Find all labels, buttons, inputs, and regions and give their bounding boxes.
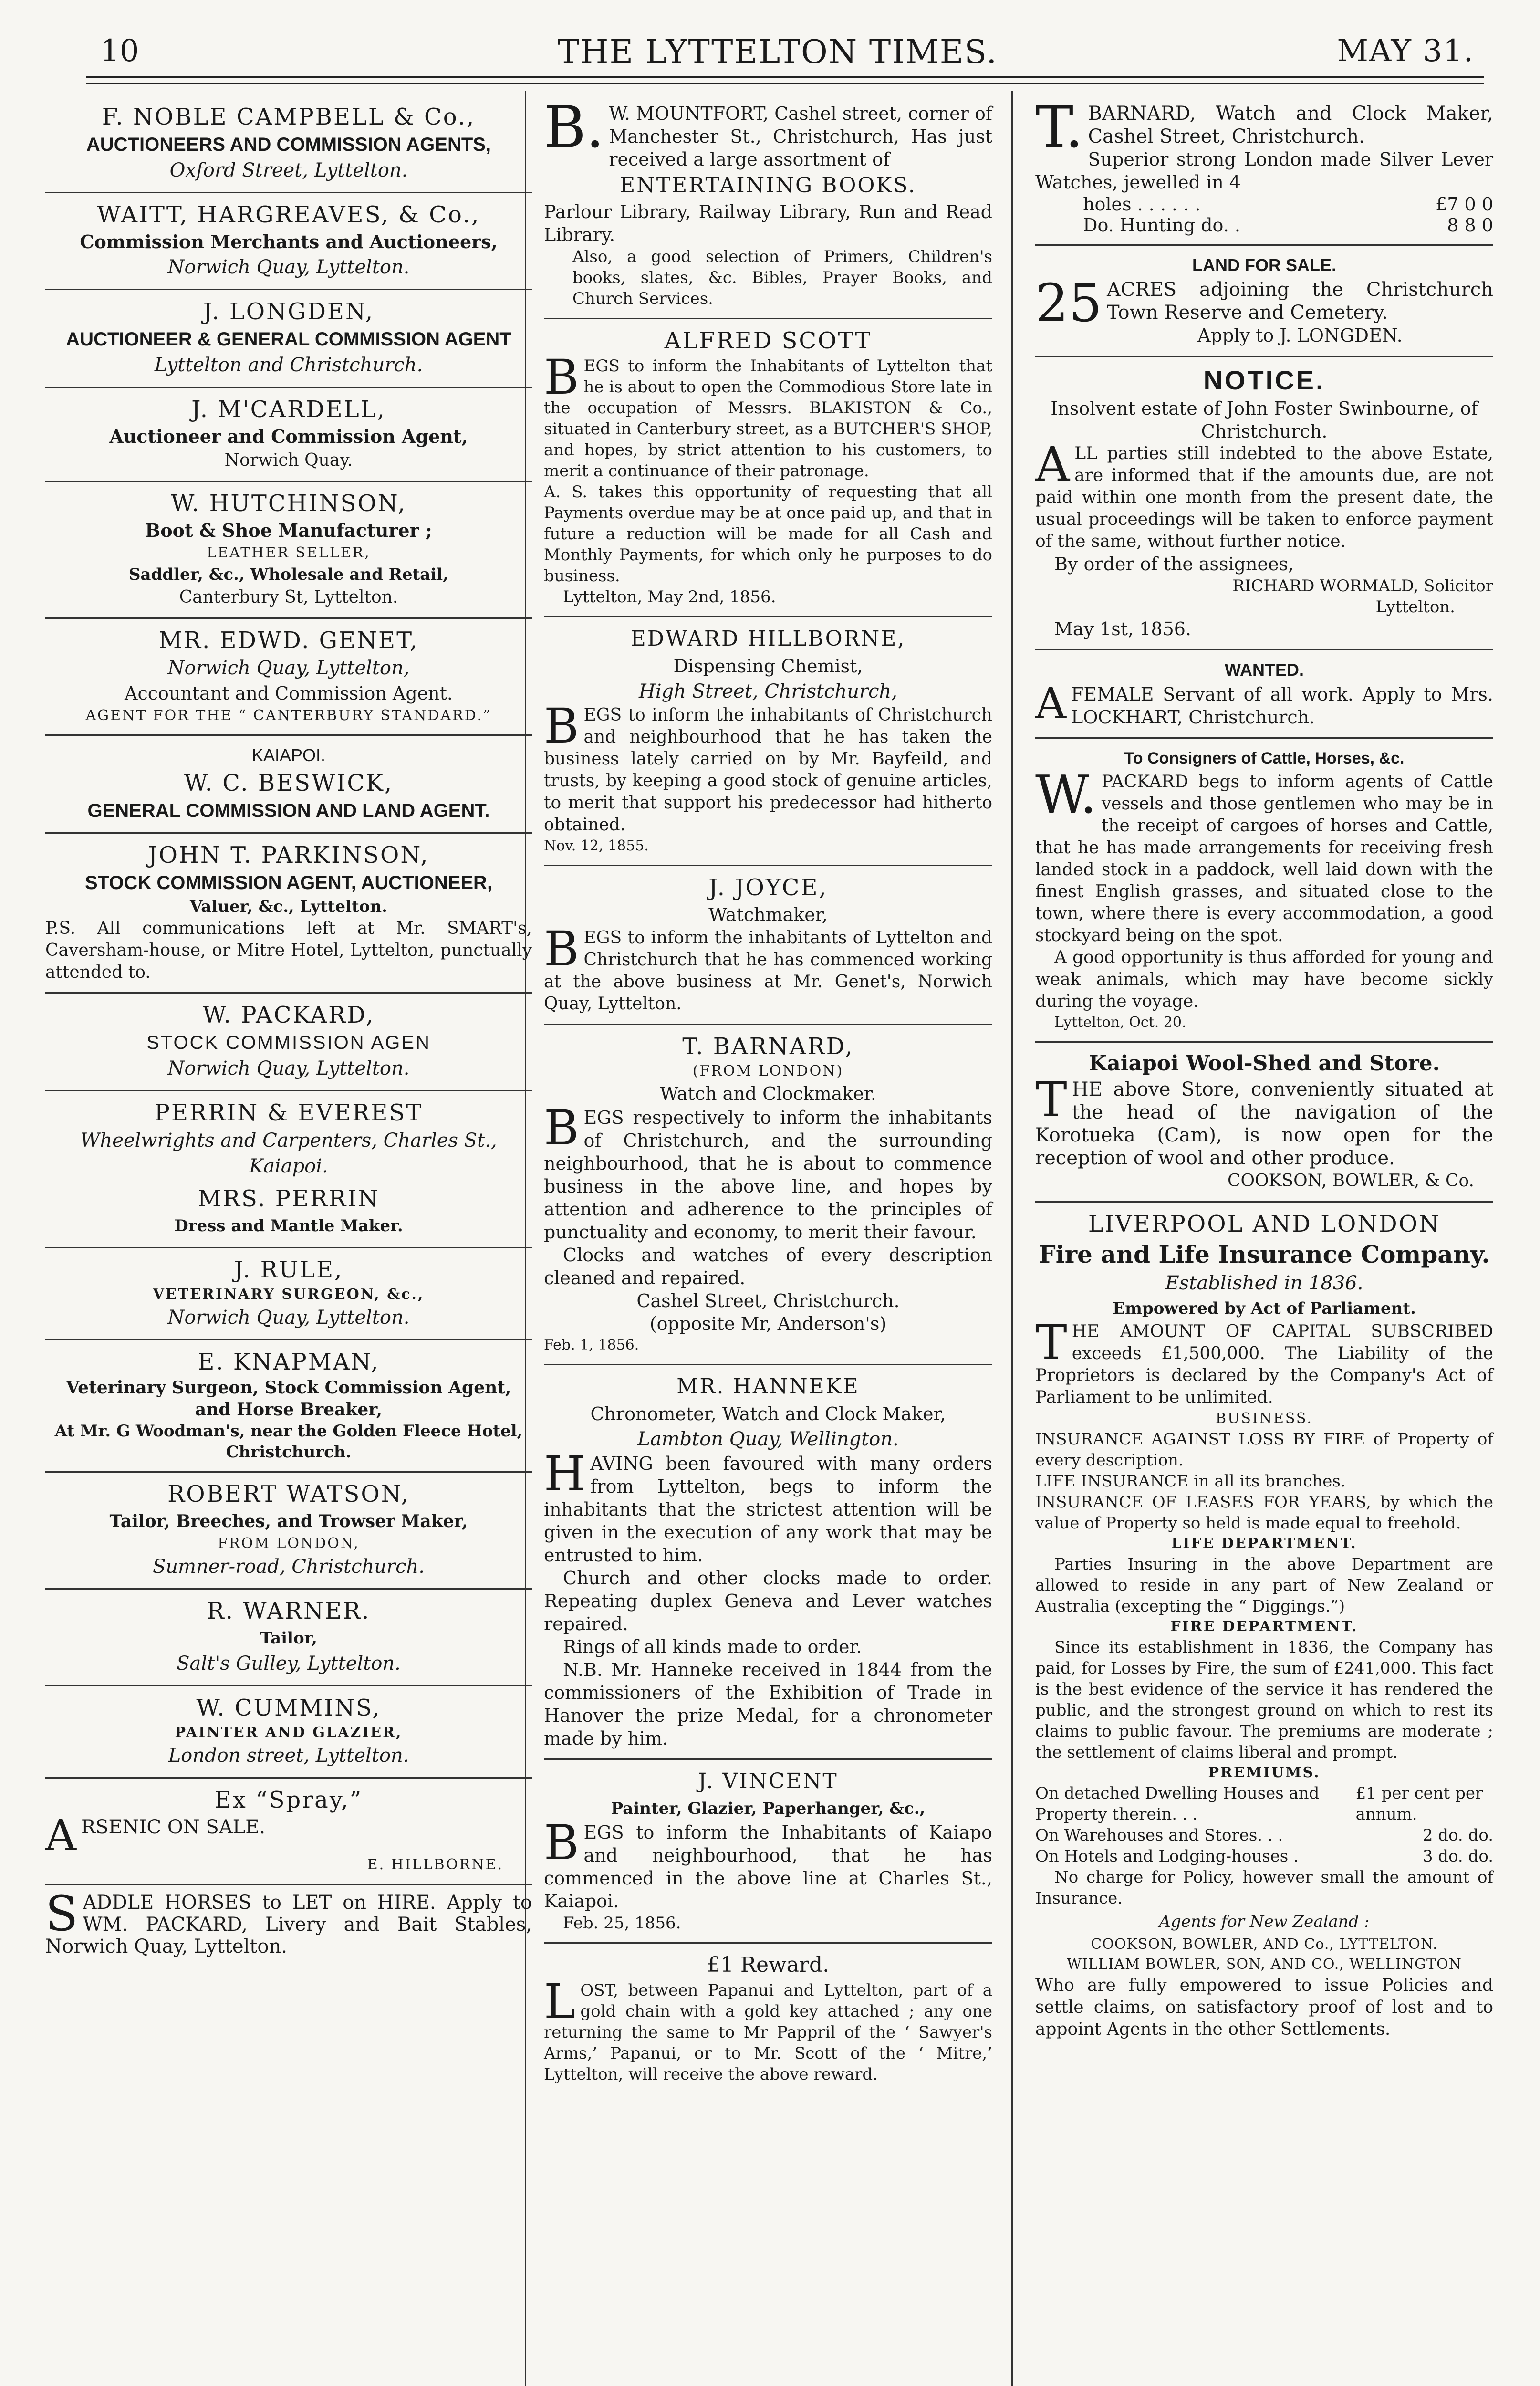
ad-card	[45, 1686, 532, 1779]
ad-role: Tailor, Breeches, and Trowser Maker,	[109, 1511, 468, 1531]
drop-cap: B	[544, 1815, 579, 1871]
ad-body: Also, a good selection of Primers, Children's books, slates, &c. Bibles, Prayer Books, and Church Services.	[572, 247, 992, 308]
column-1	[45, 95, 532, 1966]
ad-role: GENERAL COMMISSION AND LAND AGENT.	[87, 800, 490, 821]
ad-address: Norwich Quay.	[224, 450, 353, 470]
ad-line: Saddler, &c., Wholesale and Retail,	[128, 565, 449, 584]
ad-card	[544, 617, 992, 866]
ad-name: NOTICE.	[1203, 365, 1325, 395]
premium-value: 3 do. do.	[1422, 1847, 1493, 1866]
drop-cap: T	[1035, 1072, 1067, 1128]
drop-cap: B	[544, 1100, 579, 1156]
ad-card	[1035, 739, 1493, 1043]
ad-name: To Consigners of Cattle, Horses, &c.	[1124, 749, 1405, 767]
ad-role: Boot & Shoe Manufacturer ;	[145, 520, 432, 541]
premium-label: On Hotels and Lodging-houses .	[1035, 1847, 1299, 1866]
column-3	[1021, 95, 1503, 2049]
ad-signature: RICHARD WORMALD, Solicitor	[1232, 576, 1493, 596]
ad-name: PERRIN & EVEREST	[154, 1099, 423, 1126]
ad-body: EGS to inform the inhabitants of Christchurch and neighbourhood that he has taken the business lately carried on by Mr. Bayfeild, and trusts, by keeping a good stock of genuine articles, to merit that support his predecessor had hitherto obtained.	[544, 705, 992, 835]
ad-body: No charge for Policy, however small the amount of Insurance.	[1035, 1868, 1493, 1908]
ad-body: LIFE INSURANCE in all its branches.	[1035, 1472, 1346, 1491]
drop-cap: T	[1035, 1315, 1067, 1371]
ad-heading: ENTERTAINING BOOKS.	[620, 173, 916, 198]
drop-cap: L	[544, 1974, 576, 2030]
ad-body: AVING been favoured with many orders from Lyttelton, begs to inform the inhabitants that the strictest attention will be given in the execution of any work that may be entrusted to him.	[544, 1453, 992, 1566]
ad-role: STOCK COMMISSION AGENT, AUCTIONEER,	[84, 872, 493, 893]
section-heading: LIFE DEPARTMENT.	[1171, 1535, 1357, 1552]
ad-body: BARNARD, Watch and Clock Maker, Cashel Street, Christchurch.	[1088, 103, 1493, 147]
ad-card	[45, 482, 532, 619]
ad-name: T. BARNARD,	[682, 1033, 854, 1060]
section-heading: FIRE DEPARTMENT.	[1170, 1618, 1358, 1635]
ad-line: Established in 1836.	[1165, 1272, 1363, 1294]
ad-name: Ex “Spray,”	[214, 1787, 363, 1813]
ad-name: J. M'CARDELL,	[191, 396, 386, 423]
ad-name: EDWARD HILLBORNE,	[630, 627, 906, 651]
ad-body: Since its establishment in 1836, the Company has paid, for Losses by Fire, the sum of £241,000. This fact is the best evidence of the service it has rendered the public, and the strongest ground on which to rest its claims to public favour. The premiums are moderate ; the settlement of claims liberal and prompt.	[1035, 1638, 1493, 1762]
ad-card	[544, 1760, 992, 1944]
ad-line: FROM LONDON,	[218, 1535, 360, 1552]
ad-body: PACKARD begs to inform agents of Cattle vessels and those gentlemen who may be in the receipt of cargoes of horses and Cattle, that he has made arrangements for receiving fresh landed stock in a paddock, well laid down with the finest English grasses, and situated close to the town, where there is every accommodation, a good stockyard being on the spot.	[1035, 772, 1493, 945]
ad-card	[544, 866, 992, 1025]
ad-body: HE AMOUNT OF CAPITAL SUBSCRIBED exceeds £1,500,000. The Liability of the Proprietors is declared by the Company's Act of Parliament to be unlimited.	[1035, 1322, 1493, 1407]
ad-body: ACRES adjoining the Christchurch Town Reserve and Cemetery.	[1106, 279, 1493, 324]
ad-name: R. WARNER.	[207, 1598, 371, 1624]
ad-address: Norwich Quay, Lyttelton,	[167, 657, 410, 679]
ad-role: Commission Merchants and Auctioneers,	[80, 231, 498, 252]
ad-name: W. CUMMINS,	[196, 1695, 381, 1721]
ad-card	[45, 619, 532, 736]
ad-card	[45, 1473, 532, 1590]
ad-card	[544, 1025, 992, 1365]
ad-body: EGS to inform the inhabitants of Lyttelton and Christchurch that he has commenced working at the above business at Mr. Genet's, Norwich Quay, Lyttelton.	[544, 928, 992, 1014]
ad-address: Norwich Quay, Lyttelton.	[167, 1057, 410, 1079]
ad-name: W. HUTCHINSON,	[171, 490, 406, 517]
ad-role: PAINTER AND GLAZIER,	[175, 1724, 403, 1741]
ad-role: AUCTIONEERS AND COMMISSION AGENTS,	[86, 134, 491, 155]
ad-address: High Street, Christchurch,	[638, 680, 897, 702]
ad-name: WAITT, HARGREAVES, & Co.,	[97, 201, 480, 228]
ad-address: Norwich Quay, Lyttelton.	[167, 1307, 410, 1329]
ad-name: J. RULE,	[234, 1256, 343, 1283]
ad-role: Painter, Glazier, Paperhanger, &c.,	[611, 1799, 926, 1818]
ad-name: LAND FOR SALE.	[1192, 255, 1336, 275]
ad-body: RSENIC ON SALE.	[81, 1816, 266, 1838]
ad-body: ADDLE HORSES to LET on HIRE. Apply to WM. PACKARD, Livery and Bait Stables, Norwich Quay, Lyttelton.	[45, 1892, 532, 1957]
premium-value: £1 per cent per annum.	[1355, 1784, 1483, 1824]
ad-body: HE above Store, conveniently situated at the head of the navigation of the Korotueka (Cam), is now open for the reception of wool and other produce.	[1035, 1078, 1493, 1169]
ad-card	[1035, 650, 1493, 739]
ad-role: AUCTIONEER & GENERAL COMMISSION AGENT	[66, 329, 511, 350]
ad-name: W. C. BESWICK,	[184, 770, 394, 796]
ad-role: Watchmaker,	[708, 904, 828, 925]
ad-date: May 1st, 1856.	[1054, 618, 1192, 639]
ad-signature: Lyttelton.	[1375, 597, 1455, 617]
ad-note: P.S. All communications left at Mr. SMART's, Caversham-house, or Mitre Hotel, Lyttelton, punctually attended to.	[45, 919, 532, 982]
ad-address: Canterbury St, Lyttelton.	[179, 587, 398, 607]
price-value: £7 0 0	[1436, 194, 1493, 215]
ad-body: EGS respectively to inform the inhabitants of Christchurch, and the surrounding neighbourhood, that he is about to commence business in the above line, and hopes by attention and adherence to the principles of punctuality and economy, to merit their favour.	[544, 1107, 992, 1243]
ad-card	[45, 736, 532, 834]
price-label: holes . . . . . .	[1083, 194, 1201, 215]
ad-line: LEATHER SELLER,	[207, 544, 371, 561]
ad-card	[45, 388, 532, 482]
agent-line: WILLIAM BOWLER, SON, AND CO., WELLINGTON	[1067, 1956, 1462, 1973]
ad-name: E. KNAPMAN,	[198, 1349, 380, 1375]
ad-heading: Fire and Life Insurance Company.	[1039, 1240, 1490, 1268]
ad-card	[544, 319, 992, 617]
drop-cap: B	[544, 349, 579, 405]
ad-name: LIVERPOOL AND LONDON	[1088, 1211, 1441, 1237]
ad-body: EGS to inform the Inhabitants of Lyttelton that he is about to open the Commodious Store late in the occupation of Messrs. BLAKISTON & Co., situated in Canterbury street, as a BUTCHER'S SHOP, and hopes, by strict attention to his customers, to merit a continuance of their patronage.	[544, 356, 992, 481]
ad-role: Watch and Clockmaker.	[660, 1083, 876, 1104]
ad-body: Rings of all kinds made to order.	[563, 1636, 862, 1657]
ad-line: KAIAPOI.	[251, 745, 326, 765]
ad-card	[1035, 357, 1493, 650]
drop-cap: S	[45, 1886, 78, 1942]
ad-card	[45, 1590, 532, 1686]
newspaper-title: THE LYTTELTON TIMES.	[557, 33, 998, 71]
ad-line: Valuer, &c., Lyttelton.	[190, 897, 387, 916]
ad-line: AGENT FOR THE “ CANTERBURY STANDARD.”	[85, 707, 492, 724]
ad-role: Dispensing Chemist,	[673, 656, 863, 677]
ad-address: London street, Lyttelton.	[168, 1745, 409, 1767]
masthead	[81, 33, 1474, 72]
ad-address: Lambton Quay, Wellington.	[637, 1428, 899, 1450]
ad-body: INSURANCE AGAINST LOSS BY FIRE of Property of every description.	[1035, 1430, 1493, 1470]
ad-card	[1035, 95, 1493, 246]
ad-name: JOHN T. PARKINSON,	[148, 842, 429, 869]
ad-date: Lyttelton, Oct. 20.	[1054, 1014, 1186, 1031]
ad-body: EGS to inform the Inhabitants of Kaiapo and neighbourhood, that he has commenced in the above line at Charles St., Kaiapoi.	[544, 1822, 992, 1912]
ad-address: Wheelwrights and Carpenters, Charles St., Kaiapoi.	[80, 1130, 497, 1177]
premium-label: On detached Dwelling Houses and Property therein. . .	[1035, 1784, 1320, 1824]
premium-label: On Warehouses and Stores. . .	[1035, 1826, 1283, 1845]
ad-role: STOCK COMMISSION AGEN	[146, 1032, 431, 1053]
ad-body: Superior strong London made Silver Lever Watches, jewelled in 4	[1035, 149, 1493, 193]
ad-address: Norwich Quay, Lyttelton.	[167, 256, 410, 278]
ad-date: Nov. 12, 1855.	[544, 837, 649, 854]
ad-body: A good opportunity is thus afforded for young and weak animals, which may have become sickly during the voyage.	[1035, 948, 1493, 1011]
ad-card	[45, 994, 532, 1091]
ad-line: Empowered by Act of Parliament.	[1113, 1299, 1416, 1318]
ad-card	[1035, 1203, 1493, 2049]
page-number: 10	[100, 33, 139, 69]
ad-address: Salt's Gulley, Lyttelton.	[177, 1653, 401, 1674]
ad-address: Cashel Street, Christchurch.	[636, 1290, 900, 1311]
price-label: Do. Hunting do. .	[1083, 215, 1240, 236]
ad-name: ALFRED SCOTT	[664, 327, 872, 354]
ad-body: OST, between Papanui and Lyttelton, part of a gold chain with a gold key attached ; any one returning the same to Mr Pappril of the ‘ Sawyer's Arms,’ Papanui, or to Mr. Scott of the ‘ Mitre,’ Lyttelton, will receive the above reward.	[544, 1981, 992, 2084]
ad-card	[45, 1340, 532, 1473]
ad-role: Veterinary Surgeon, Stock Commission Agent, and Horse Breaker,	[66, 1378, 511, 1420]
ad-card	[45, 1248, 532, 1340]
ad-address: At Mr. G Woodman's, near the Golden Fleece Hotel, Christchurch.	[54, 1422, 523, 1462]
ad-body: Insolvent estate of John Foster Swinbourne, of Christchurch.	[1051, 398, 1478, 442]
ad-card	[45, 1885, 532, 1966]
drop-cap: W.	[1035, 764, 1097, 825]
drop-cap: B	[544, 698, 579, 754]
ad-body: Parties Insuring in the above Department are allowed to reside in any part of New Zealand or Australia (excepting the “ Diggings.”)	[1035, 1555, 1493, 1616]
ad-role: Auctioneer and Commission Agent,	[109, 426, 468, 447]
ad-name: WANTED.	[1225, 660, 1304, 680]
ad-body: INSURANCE OF LEASES FOR YEARS, by which the value of Property so held is made equal to freehold.	[1035, 1493, 1493, 1533]
ad-card	[45, 193, 532, 290]
ad-name: W. PACKARD,	[202, 1002, 375, 1028]
ad-name: MRS. PERRIN	[198, 1185, 380, 1212]
ad-name: Kaiapoi Wool-Shed and Store.	[1089, 1051, 1440, 1076]
ad-address: (opposite Mr, Anderson's)	[649, 1313, 887, 1334]
ad-address: Oxford Street, Lyttelton.	[169, 159, 408, 181]
ad-name: MR. EDWD. GENET,	[158, 627, 419, 654]
ad-body: W. MOUNTFORT, Cashel street, corner of Manchester St., Christchurch, Has just received a large assortment of	[609, 103, 992, 170]
premium-value: 2 do. do.	[1422, 1826, 1493, 1845]
ad-card	[45, 834, 532, 994]
ad-date: Feb. 1, 1856.	[544, 1337, 639, 1353]
column-divider	[1011, 91, 1013, 2386]
ad-role: Tailor,	[260, 1629, 317, 1648]
drop-cap: A	[1035, 679, 1066, 729]
ad-name: J. VINCENT	[698, 1769, 838, 1793]
ad-card	[1035, 246, 1493, 357]
ad-card	[544, 95, 992, 319]
drop-cap: H	[544, 1446, 586, 1502]
ad-role: Chronometer, Watch and Clock Maker,	[590, 1403, 946, 1424]
ad-body: LL parties still indebted to the above Estate, are informed that if the amounts due, are not paid within one month from the present date, the usual proceedings will be taken to enforce payment of the same, without further notice.	[1035, 444, 1493, 551]
drop-cap: B.	[544, 94, 604, 161]
section-heading: BUSINESS.	[1216, 1410, 1313, 1427]
ad-body: Parlour Library, Railway Library, Run and Read Library.	[544, 201, 992, 245]
ad-card	[45, 1091, 532, 1248]
ad-signature: E. HILLBORNE.	[367, 1856, 503, 1873]
drop-cap: 25	[1035, 272, 1102, 334]
ad-body: Who are fully empowered to issue Policies and settle claims, on satisfactory proof of lost and to appoint Agents in the other Settlements.	[1035, 1976, 1493, 2039]
ad-line: (FROM LONDON)	[692, 1063, 844, 1079]
ad-name: £1 Reward.	[707, 1953, 830, 1977]
ad-role: Dress and Mantle Maker.	[174, 1216, 403, 1235]
ad-name: J. LONGDEN,	[203, 298, 375, 325]
ad-card	[1035, 1043, 1493, 1203]
ad-body: Apply to J. LONGDEN.	[1197, 325, 1403, 346]
section-heading: Agents for New Zealand :	[1159, 1912, 1370, 1931]
drop-cap: B	[544, 921, 579, 977]
ad-name: F. NOBLE CAMPBELL & Co.,	[102, 104, 476, 130]
ad-body: By order of the assignees,	[1054, 554, 1294, 575]
ad-card	[544, 1944, 992, 2093]
drop-cap: T.	[1035, 94, 1083, 161]
ad-body: Clocks and watches of every description cleaned and repaired.	[544, 1245, 992, 1288]
ad-body: FEMALE Servant of all work. Apply to Mrs. LOCKHART, Christchurch.	[1071, 684, 1493, 728]
ad-body: Church and other clocks made to order. Repeating duplex Geneva and Lever watches repaired.	[544, 1568, 992, 1634]
agent-line: COOKSON, BOWLER, AND Co., LYTTELTON.	[1091, 1936, 1438, 1953]
column-2	[530, 95, 1007, 2093]
ad-name: MR. HANNEKE	[676, 1374, 860, 1399]
drop-cap: A	[1035, 437, 1070, 492]
ad-body: N.B. Mr. Hanneke received in 1844 from the commissioners of the Exhibition of Trade in Hanover the prize Medal, for a chronometer made by him.	[544, 1659, 992, 1749]
ad-role: Accountant and Commission Agent.	[125, 683, 453, 704]
ad-date: Lyttelton, May 2nd, 1856.	[563, 587, 776, 607]
ad-address: Sumner-road, Christchurch.	[152, 1556, 425, 1578]
ad-card	[45, 290, 532, 388]
ad-signature: COOKSON, BOWLER, & Co.	[1227, 1171, 1474, 1191]
section-heading: PREMIUMS.	[1208, 1764, 1321, 1781]
ad-name: J. JOYCE,	[708, 874, 828, 901]
ad-role: VETERINARY SURGEON, &c.,	[153, 1286, 425, 1303]
price-value: 8 8 0	[1447, 215, 1493, 236]
ad-body: A. S. takes this opportunity of requesting that all Payments overdue may be at once paid up, and that in future a reduction will be made for all Cash and Monthly Payments, for which only he purposes to do business.	[544, 482, 992, 586]
issue-date: MAY 31.	[1337, 33, 1474, 69]
ad-card	[45, 1779, 532, 1885]
masthead-rule	[86, 76, 1484, 84]
ad-card	[45, 95, 532, 193]
ad-address: Lyttelton and Christchurch.	[154, 354, 423, 376]
ad-date: Feb. 25, 1856.	[563, 1914, 681, 1933]
drop-cap: A	[45, 1810, 76, 1861]
ad-card	[544, 1365, 992, 1760]
ad-name: ROBERT WATSON,	[167, 1481, 410, 1507]
